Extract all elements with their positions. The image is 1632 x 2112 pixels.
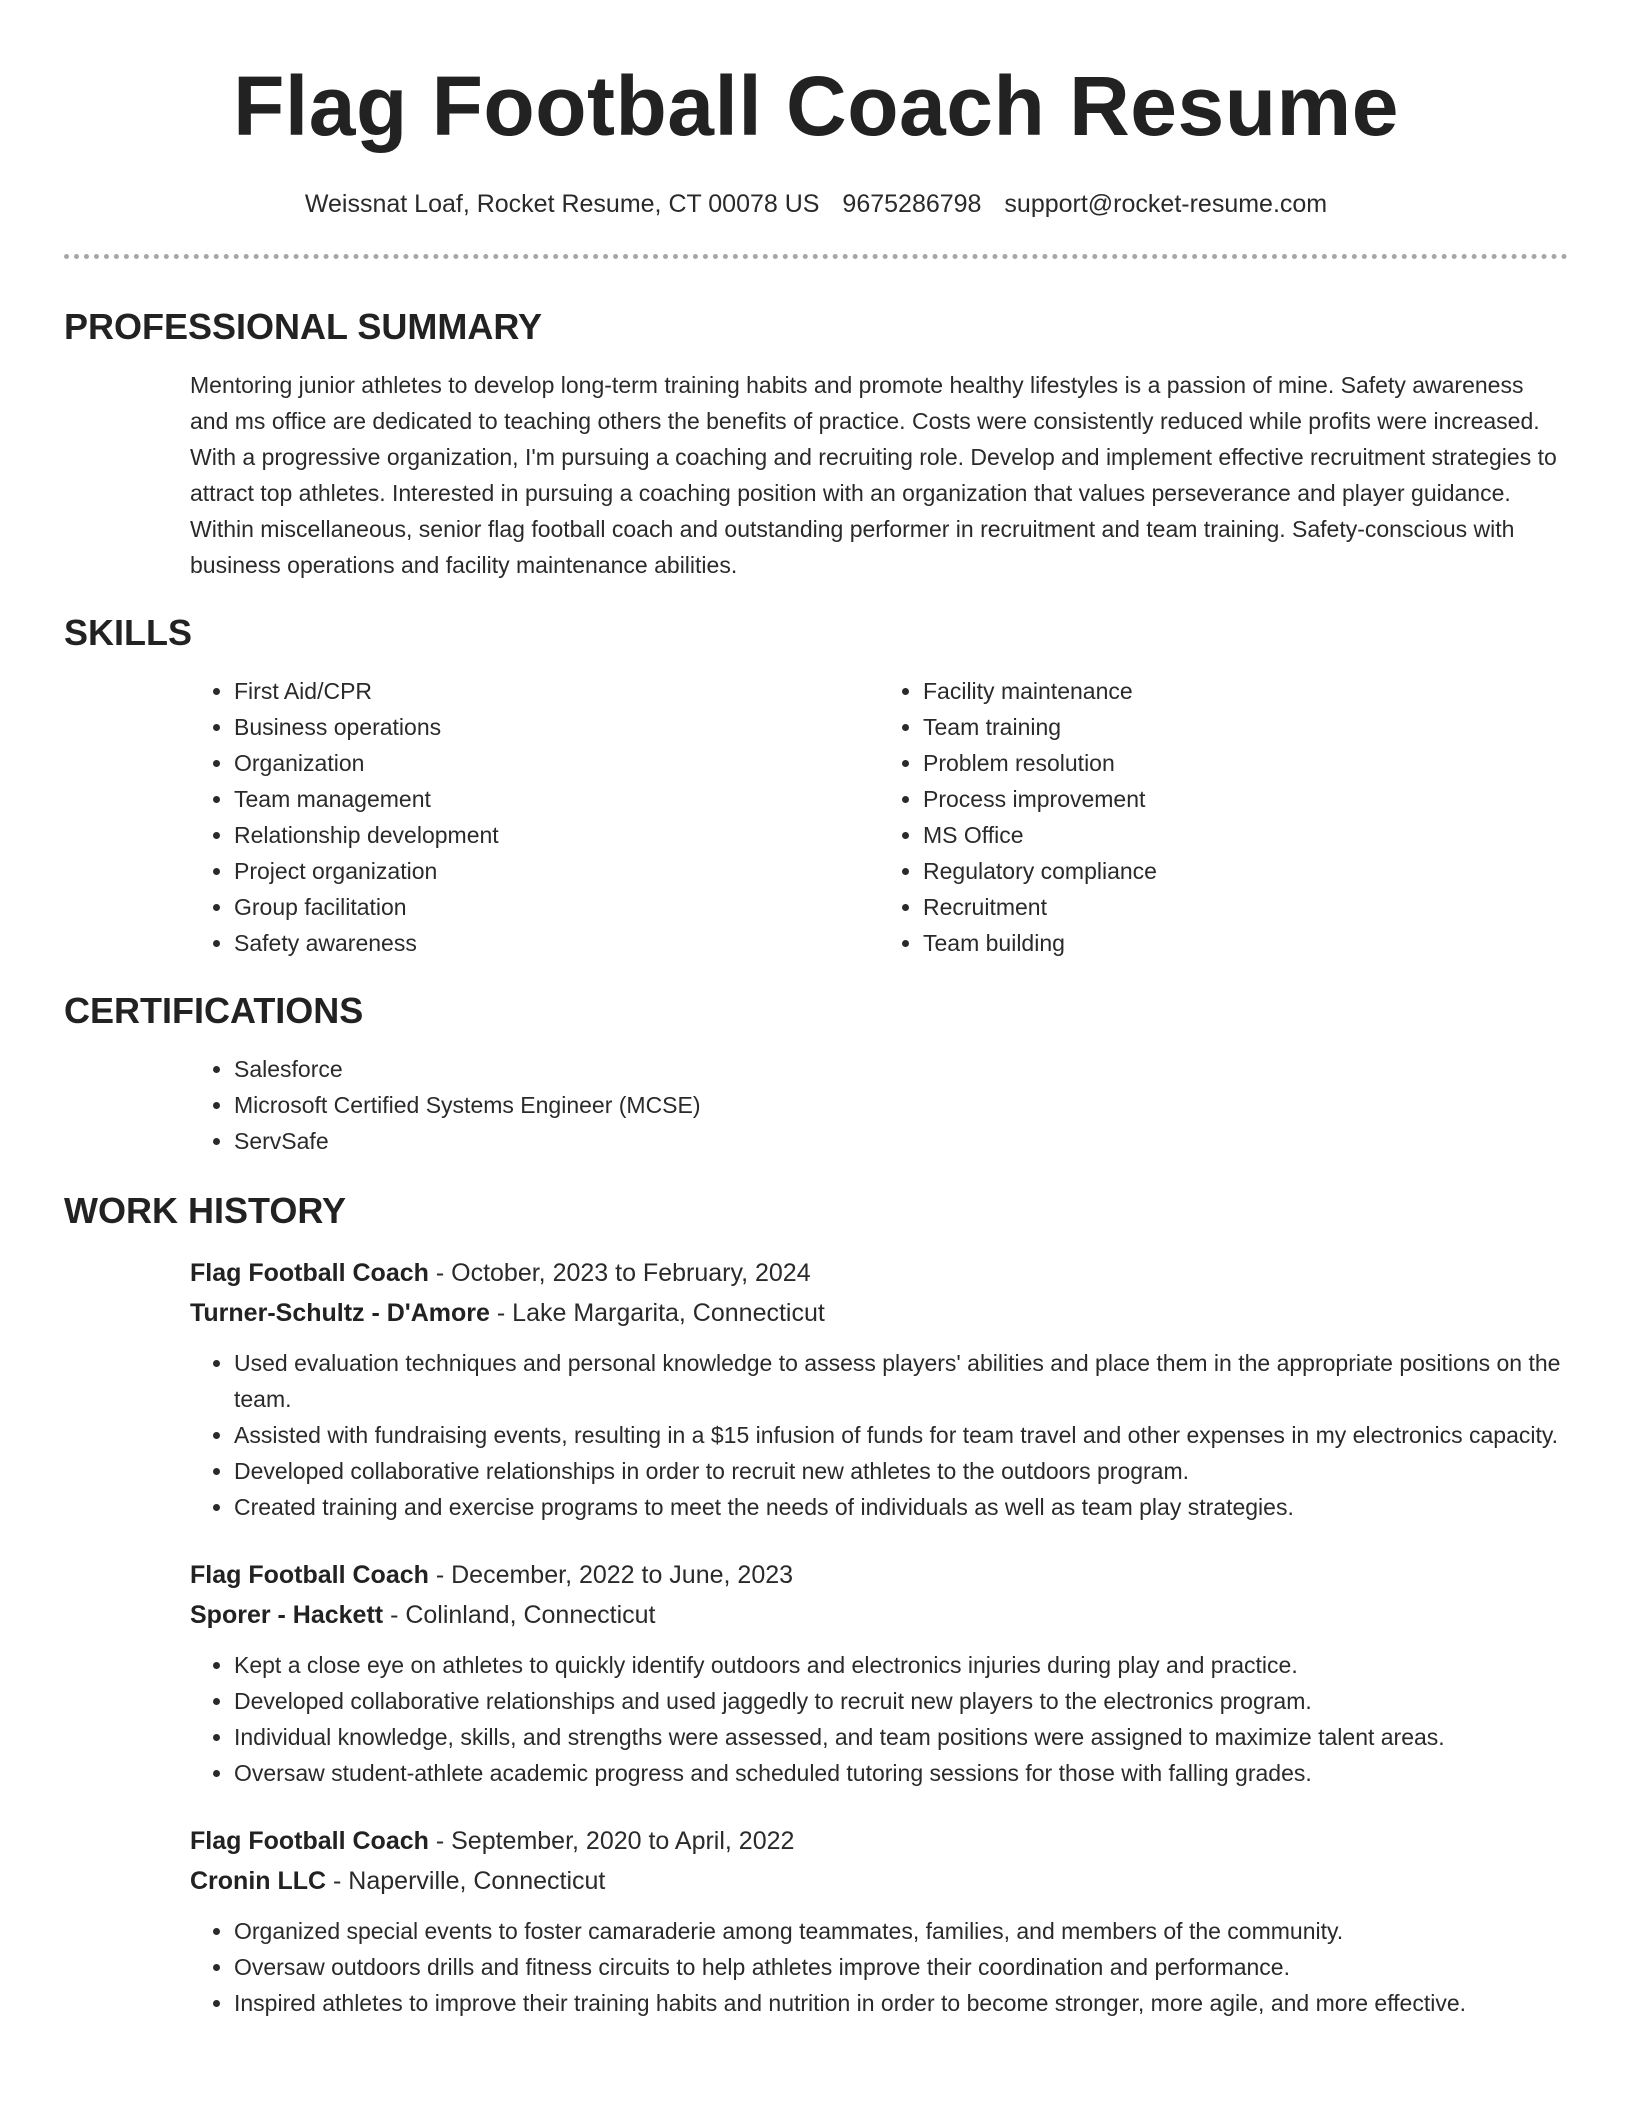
skills-section [0, 611, 1632, 961]
list-item: • Problem resolution [923, 745, 1568, 781]
list-item: • Created training and exercise programs to meet the needs of individuals as well as team play strategies. [234, 1489, 1568, 1525]
job-bullets [190, 1345, 1568, 1525]
summary-text: Mentoring junior athletes to develop long-term training habits and promote healthy lifestyles is a passion of mine. Safety awareness and ms office are dedicated to teaching others the benefits of practice. Costs were consistently reduced while profits were increased. With a progressive organization, I'm pursuing a coaching and recruiting role. Develop and implement effective recruitment strategies to attract top athletes. Interested in pursuing a coaching position with an organization that values perseverance and player guidance. Within miscellaneous, senior flag football coach and outstanding performer in recruitment and team training. Safety-conscious with business operations and facility maintenance abilities. [190, 372, 1557, 578]
list-item: • Team management [234, 781, 879, 817]
list-item: • Organized special events to foster camaraderie among teammates, families, and members of the community. [234, 1913, 1568, 1949]
job-company: Cronin LLC [190, 1867, 327, 1895]
work-history-heading: WORK HISTORY [64, 1190, 347, 1231]
job-location: - Lake Margarita, Connecticut [489, 1299, 825, 1327]
list-item: • First Aid/CPR [234, 673, 879, 709]
list-item: • Oversaw student-athlete academic progress and scheduled tutoring sessions for those with falling grades. [234, 1755, 1568, 1791]
certifications-list [190, 1051, 1568, 1159]
job-dates: - September, 2020 to April, 2022 [428, 1827, 795, 1855]
job-location: - Colinland, Connecticut [383, 1601, 656, 1629]
skills-left-list [190, 673, 879, 961]
list-item: • ServSafe [234, 1123, 1568, 1159]
list-item: • Individual knowledge, skills, and strengths were assessed, and team positions were assigned to maximize talent areas. [234, 1719, 1568, 1755]
certifications-heading: CERTIFICATIONS [64, 990, 364, 1031]
job-entry [190, 1821, 1568, 2021]
header-divider [64, 254, 1568, 259]
list-item: • Oversaw outdoors drills and fitness circuits to help athletes improve their coordination and performance. [234, 1949, 1568, 1985]
summary-section [0, 305, 1632, 583]
job-company: Sporer - Hackett [190, 1601, 384, 1629]
list-item: • Process improvement [923, 781, 1568, 817]
list-item: • Recruitment [923, 889, 1568, 925]
list-item: • Assisted with fundraising events, resulting in a $15 infusion of funds for team travel and other expenses in my electronics capacity. [234, 1417, 1568, 1453]
skills-right-list [879, 673, 1568, 961]
list-item: • Developed collaborative relationships in order to recruit new athletes to the outdoors program. [234, 1453, 1568, 1489]
contact-address: Weissnat Loaf, Rocket Resume, CT 00078 US [304, 190, 820, 218]
contact-email: support@rocket-resume.com [1004, 190, 1328, 218]
job-entry [190, 1555, 1568, 1791]
job-title-line [190, 1555, 1568, 1595]
work-history-section [0, 1189, 1632, 2021]
job-role: Flag Football Coach [190, 1827, 429, 1855]
job-company-line [190, 1595, 1568, 1635]
contact-line [0, 188, 1632, 220]
job-bullets [190, 1647, 1568, 1791]
job-role: Flag Football Coach [190, 1259, 429, 1287]
job-company: Turner-Schultz - D'Amore [190, 1299, 490, 1327]
list-item: • Safety awareness [234, 925, 879, 961]
job-location: - Naperville, Connecticut [326, 1867, 606, 1895]
list-item: • Developed collaborative relationships and used jaggedly to recruit new players to the electronics program. [234, 1683, 1568, 1719]
skills-heading: SKILLS [64, 612, 193, 653]
list-item: • Facility maintenance [923, 673, 1568, 709]
list-item: • Kept a close eye on athletes to quickly identify outdoors and electronics injuries during play and practice. [234, 1647, 1568, 1683]
list-item: • Relationship development [234, 817, 879, 853]
list-item: • Business operations [234, 709, 879, 745]
list-item: • Group facilitation [234, 889, 879, 925]
job-dates: - October, 2023 to February, 2024 [428, 1259, 811, 1287]
certifications-section [0, 989, 1632, 1159]
list-item: • Regulatory compliance [923, 853, 1568, 889]
job-title-line [190, 1253, 1568, 1293]
job-entry [190, 1253, 1568, 1525]
skills-grid [190, 673, 1568, 961]
list-item: • Team training [923, 709, 1568, 745]
list-item: • Project organization [234, 853, 879, 889]
list-item: • Salesforce [234, 1051, 1568, 1087]
summary-heading: PROFESSIONAL SUMMARY [64, 306, 543, 347]
job-company-line [190, 1293, 1568, 1333]
list-item: • MS Office [923, 817, 1568, 853]
list-item: • Organization [234, 745, 879, 781]
resume-header [0, 0, 1632, 259]
contact-phone: 9675286798 [842, 190, 982, 218]
list-item: • Used evaluation techniques and personal knowledge to assess players' abilities and place them in the appropriate positions on the team. [234, 1345, 1568, 1417]
job-bullets [190, 1913, 1568, 2021]
job-title-line [190, 1821, 1568, 1861]
job-role: Flag Football Coach [190, 1561, 429, 1589]
list-item: • Team building [923, 925, 1568, 961]
page-title: Flag Football Coach Resume [233, 59, 1399, 153]
job-dates: - December, 2022 to June, 2023 [428, 1561, 794, 1589]
list-item: • Inspired athletes to improve their training habits and nutrition in order to become stronger, more agile, and more effective. [234, 1985, 1568, 2021]
job-company-line [190, 1861, 1568, 1901]
list-item: • Microsoft Certified Systems Engineer (MCSE) [234, 1087, 1568, 1123]
